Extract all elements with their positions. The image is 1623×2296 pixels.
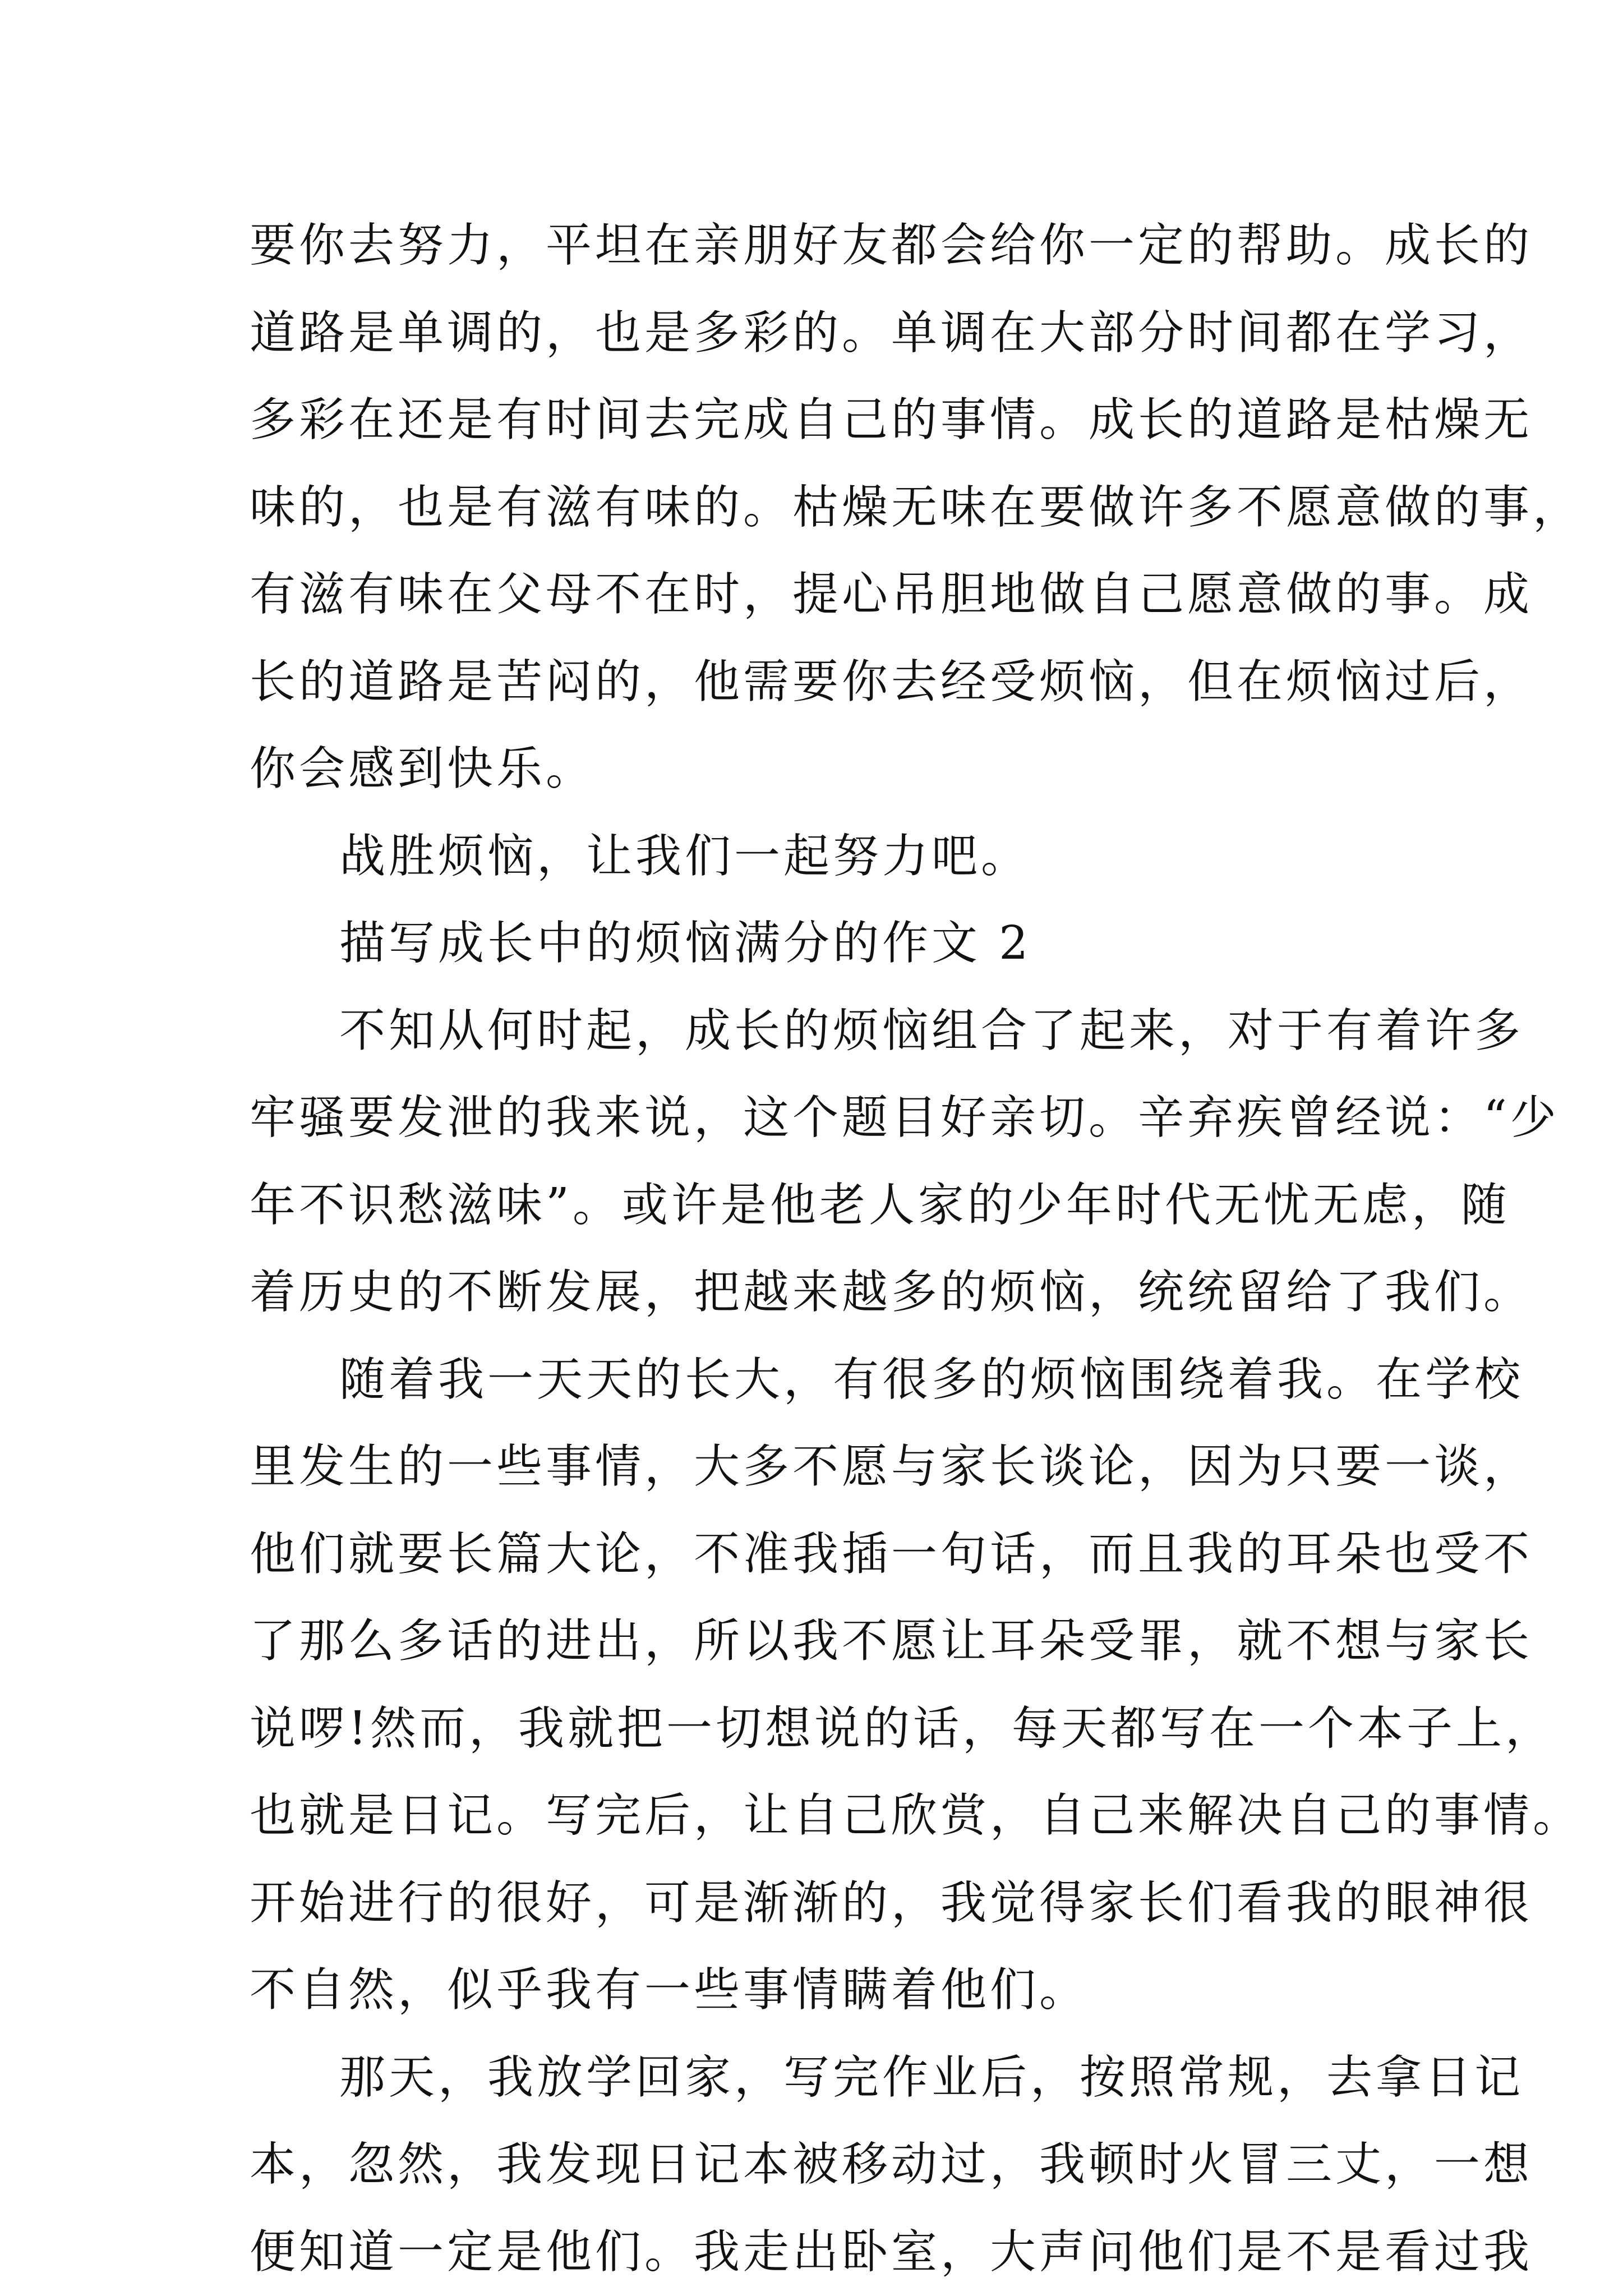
text-line: 战胜烦恼，让我们一起努力吧。	[339, 829, 1031, 883]
text-line: 里发生的一些事情，大多不愿与家长谈论，因为只要一谈，	[250, 1440, 1533, 1493]
text-line: 也就是日记。写完后，让自己欣赏，自己来解决自己的事情。	[250, 1789, 1583, 1842]
text-line: 牢骚要发泄的我来说，这个题目好亲切。辛弃疾曾经说：“少	[250, 1091, 1560, 1144]
text-line: 描写成长中的烦恼满分的作文 2	[339, 917, 1032, 970]
text-line: 长的道路是苦闷的，他需要你去经受烦恼，但在烦恼过后，	[250, 655, 1533, 708]
text-line: 随着我一天天的长大，有很多的烦恼围绕着我。在学校	[339, 1352, 1524, 1406]
text-line: 年不识愁滋味”。或许是他老人家的少年时代无忧无虑，随	[250, 1178, 1510, 1232]
paragraph	[250, 987, 1560, 1336]
paragraph	[250, 813, 1394, 900]
text-line: 便知道一定是他们。我走出卧室，大声问他们是不是看过我	[250, 2225, 1533, 2279]
text-line: 你会感到快乐。	[250, 742, 596, 795]
text-line: 他们就要长篇大论，不准我插一句话，而且我的耳朵也受不	[250, 1527, 1533, 1581]
paragraph	[250, 202, 1583, 813]
text-line: 不自然，似乎我有一些事情瞒着他们。	[250, 1963, 1089, 2017]
text-line: 本，忽然，我发现日记本被移动过，我顿时火冒三丈，一想	[250, 2138, 1533, 2191]
section-title	[250, 900, 1394, 987]
text-line: 了那么多话的进出，所以我不愿让耳朵受罪，就不想与家长	[250, 1614, 1533, 1668]
text-line: 要你去努力，平坦在亲朋好友都会给你一定的帮助。成长的	[250, 219, 1533, 272]
text-line: 说啰!然而，我就把一切想说的话，每天都写在一个本子上，	[250, 1701, 1555, 1755]
paragraph	[250, 1336, 1583, 2034]
text-line: 开始进行的很好，可是渐渐的，我觉得家长们看我的眼神很	[250, 1876, 1533, 1930]
text-line: 道路是单调的，也是多彩的。单调在大部分时间都在学习，	[250, 306, 1533, 360]
text-line: 有滋有味在父母不在时，提心吊胆地做自己愿意做的事。成	[250, 568, 1533, 621]
text-line: 多彩在还是有时间去完成自己的事情。成长的道路是枯燥无	[250, 393, 1533, 447]
text-line: 着历史的不断发展，把越来越多的烦恼，统统留给了我们。	[250, 1266, 1533, 1319]
paragraph	[250, 2034, 1533, 2296]
body-text	[250, 202, 1583, 2295]
text-line: 那天，我放学回家，写完作业后，按照常规，去拿日记	[339, 2050, 1524, 2104]
text-line: 不知从何时起，成长的烦恼组合了起来，对于有着许多	[339, 1004, 1524, 1057]
text-line: 味的，也是有滋有味的。枯燥无味在要做许多不愿意做的事，	[250, 480, 1583, 534]
